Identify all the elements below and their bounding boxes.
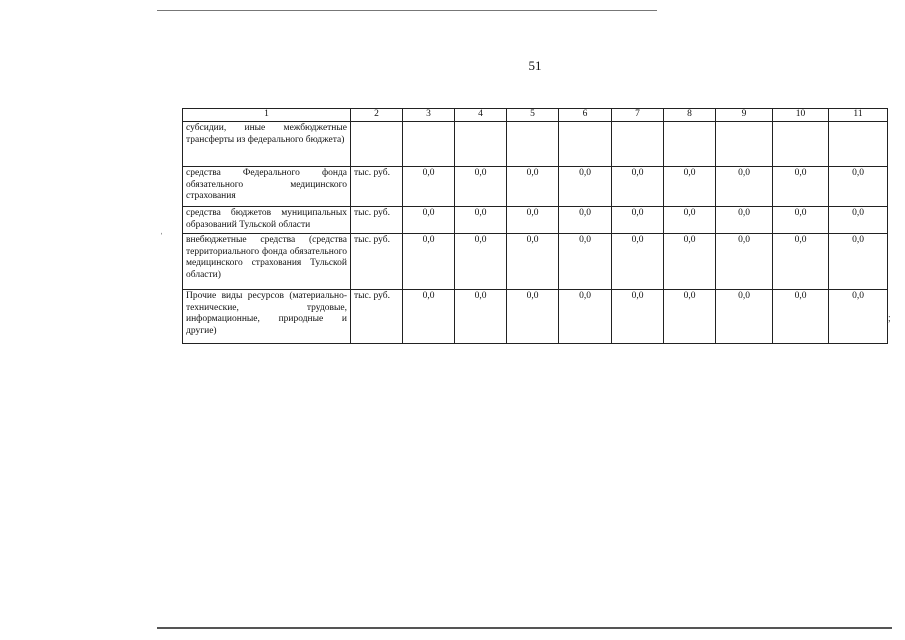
cell-value: 0,0: [612, 167, 664, 207]
cell-value: 0,0: [773, 167, 829, 207]
row-name: средства бюджетов муниципальных образований Тульской области: [183, 207, 351, 234]
cell-value: 0,0: [716, 234, 773, 290]
cell-value: 0,0: [559, 290, 612, 344]
cell-value: 0,0: [455, 234, 507, 290]
column-header: 8: [664, 109, 716, 122]
column-header: 9: [716, 109, 773, 122]
column-header: 3: [403, 109, 455, 122]
cell-value: 0,0: [716, 207, 773, 234]
resources-table: [182, 108, 888, 344]
cell-value: 0,0: [664, 207, 716, 234]
table-row: [183, 234, 888, 290]
column-header: 1: [183, 109, 351, 122]
cell-value: [612, 122, 664, 167]
cell-value: 0,0: [455, 167, 507, 207]
cell-value: 0,0: [773, 234, 829, 290]
cell-value: [829, 122, 888, 167]
cell-value: 0,0: [612, 207, 664, 234]
cell-value: 0,0: [507, 167, 559, 207]
table-row: [183, 207, 888, 234]
row-name: внебюджетные средства (средства территориального фонда обязательного медицинского страхования Тульской области): [183, 234, 351, 290]
row-name: Прочие виды ресурсов (материально-технические, трудовые, информационные, природные и другие): [183, 290, 351, 344]
cell-value: 0,0: [664, 290, 716, 344]
row-unit: тыс. руб.: [351, 234, 403, 290]
column-header: 7: [612, 109, 664, 122]
cell-value: 0,0: [403, 207, 455, 234]
cell-value: 0,0: [716, 167, 773, 207]
column-header: 6: [559, 109, 612, 122]
left-margin-mark: ˈ: [160, 232, 164, 243]
row-name: средства Федерального фонда обязательного медицинского страхования: [183, 167, 351, 207]
column-header: 11: [829, 109, 888, 122]
cell-value: [403, 122, 455, 167]
cell-value: 0,0: [507, 290, 559, 344]
cell-value: 0,0: [559, 234, 612, 290]
cell-value: 0,0: [403, 234, 455, 290]
cell-value: 0,0: [664, 167, 716, 207]
table-row: [183, 167, 888, 207]
cell-value: 0,0: [612, 234, 664, 290]
cell-value: [664, 122, 716, 167]
column-header: 4: [455, 109, 507, 122]
cell-value: 0,0: [507, 234, 559, 290]
cell-value: 0,0: [559, 167, 612, 207]
column-header: 10: [773, 109, 829, 122]
cell-value: 0,0: [829, 290, 888, 344]
cell-value: [716, 122, 773, 167]
row-name: субсидии, иные межбюджетные трансферты из федерального бюджета): [183, 122, 351, 167]
row-unit: [351, 122, 403, 167]
cell-value: [455, 122, 507, 167]
cell-value: 0,0: [716, 290, 773, 344]
cell-value: 0,0: [664, 234, 716, 290]
column-header: 5: [507, 109, 559, 122]
row-unit: тыс. руб.: [351, 167, 403, 207]
cell-value: 0,0: [507, 207, 559, 234]
bottom-rule: [157, 627, 892, 629]
page-number: 51: [528, 58, 542, 73]
cell-value: 0,0: [612, 290, 664, 344]
header-row: [183, 109, 888, 122]
top-rule: [157, 10, 657, 11]
cell-value: 0,0: [403, 290, 455, 344]
column-header: 2: [351, 109, 403, 122]
row-unit: тыс. руб.: [351, 207, 403, 234]
row-unit: тыс. руб.: [351, 290, 403, 344]
cell-value: 0,0: [403, 167, 455, 207]
cell-value: 0,0: [773, 207, 829, 234]
cell-value: [773, 122, 829, 167]
cell-value: 0,0: [455, 290, 507, 344]
cell-value: [559, 122, 612, 167]
cell-value: [507, 122, 559, 167]
cell-value: 0,0: [829, 207, 888, 234]
table-row: [183, 122, 888, 167]
cell-value: 0,0: [829, 234, 888, 290]
cell-value: 0,0: [773, 290, 829, 344]
table-row: [183, 290, 888, 344]
cell-value: 0,0: [455, 207, 507, 234]
right-margin-mark: ;: [888, 313, 891, 324]
cell-value: 0,0: [559, 207, 612, 234]
cell-value: 0,0: [829, 167, 888, 207]
